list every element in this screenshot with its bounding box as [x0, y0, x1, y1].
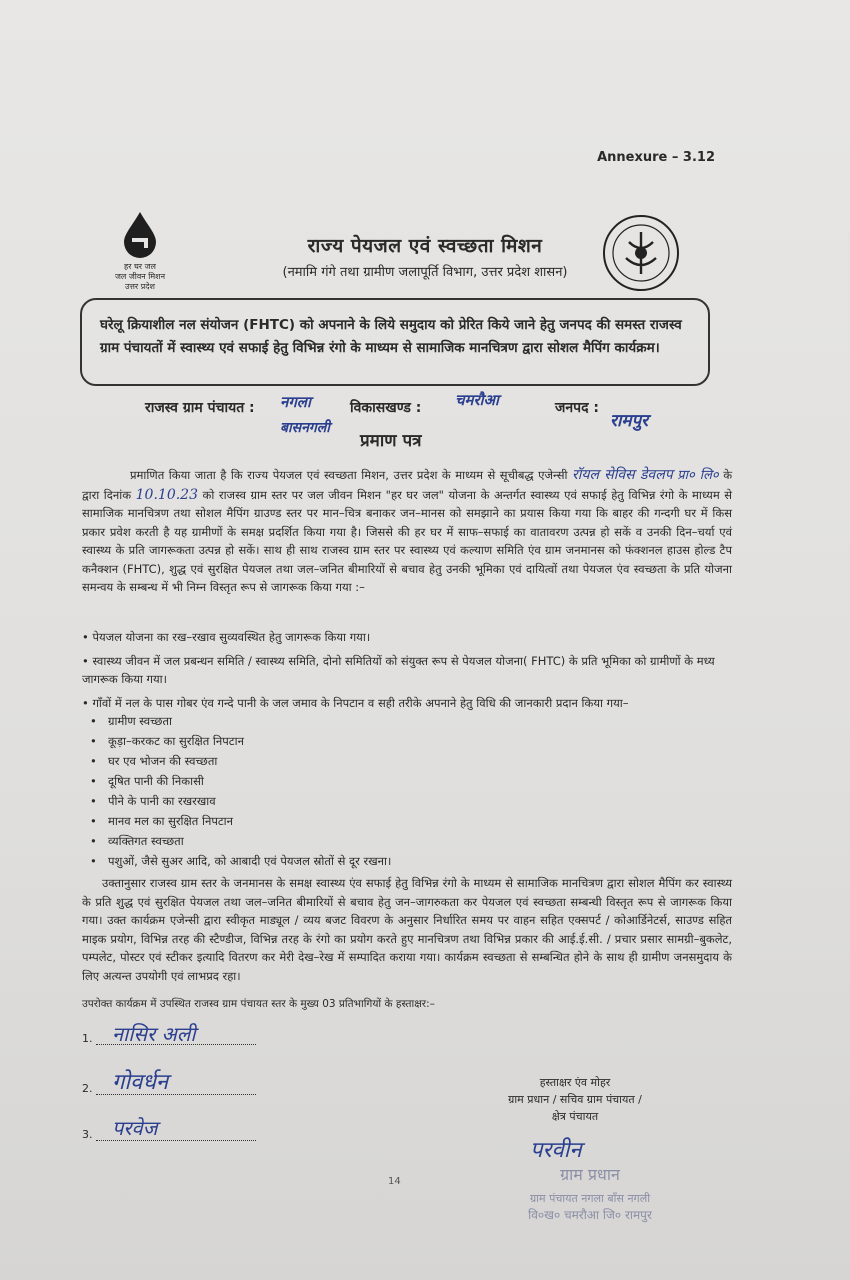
certificate-title: प्रमाण पत्र	[360, 431, 422, 451]
bullet-3: • गाँवों में नल के पास गोबर एंव गन्दे पानी के जल जमाव के निपटान व सही तरीके अपनाने हेतु विधि की जानकारी प्रदान किया गया–	[82, 696, 629, 710]
sub-bullet-7: • व्यक्तिगत स्वच्छता	[108, 834, 184, 849]
participant-1: 1. नासिर अली	[82, 1030, 256, 1045]
sub-bullet-6: • मानव मल का सुरक्षित निपटान	[108, 814, 233, 829]
header-subtitle: (नमामि गंगे तथा ग्रामीण जलापूर्ति विभाग, उत्तर प्रदेश शासन)	[282, 265, 568, 280]
sub-bullet-3: • घर एव भोजन की स्वच्छता	[108, 754, 217, 769]
gram-panchayat-value-line2: बासनगली	[280, 420, 330, 436]
bullet-1: • पेयजल योजना का रख–रखाव सुव्यवस्थित हेतु जागरूक किया गया।	[82, 630, 371, 644]
program-title-box: घरेलू क्रियाशील नल संयोजन (FHTC) को अपनाने के लिये समुदाय को प्रेरित किये जाने हेतु जनपद की समस्त राजस्व ग्राम पंचायतों में स्वास्थ्य एवं सफाई हेतु विभिन्न रंगो के माध्यम से सामाजिक मानचित्रण द्वारा सोशल मैपिंग कार्यक्रम।	[80, 298, 710, 386]
participant-2-signature: गोवर्धन	[112, 1070, 169, 1095]
program-date: 10.10.23	[135, 486, 198, 503]
stamp-line-3: वि०ख० चमरौआ जि० रामपुर	[528, 1208, 652, 1222]
bullet-2: • स्वास्थ्य जीवन में जल प्रबन्धन समिति / स्वास्थ्य समिति, दोनो समितियों को संयुक्त रूप से पेयजल योजना( FHTC) के प्रति भूमिका को ग्रामीणों के मध्य जागरूक किया गया।	[82, 654, 715, 686]
page-number: 14	[388, 1176, 401, 1187]
vikaskhand-label: विकासखण्ड :	[350, 400, 422, 416]
participant-1-signature: नासिर अली	[112, 1022, 196, 1046]
annexure-label: Annexure – 3.12	[597, 150, 715, 165]
janpad-value: रामपुर	[610, 411, 649, 431]
agency-suffix: प्रा० लि०	[677, 468, 719, 483]
signatory-line-2: ग्राम प्रधान / सचिव ग्राम पंचायत /	[508, 1093, 642, 1106]
sub-bullet-5: • पीने के पानी का रखरखाव	[108, 794, 216, 809]
pradhan-signature: परवीन	[530, 1138, 582, 1163]
participant-3: 3. परवेज	[82, 1126, 256, 1141]
participant-2: 2. गोवर्धन	[82, 1080, 256, 1095]
header-title: राज्य पेयजल एवं स्वच्छता मिशन	[307, 235, 543, 257]
stamp-title: ग्राम प्रधान	[560, 1165, 620, 1184]
vikaskhand-value: चमरौआ	[455, 391, 499, 409]
logo-caption-3: उत्तर प्रदेश	[125, 282, 155, 291]
p1-start: प्रमाणित किया जाता है कि राज्य पेयजल एवं स्वच्छता मिशन, उत्तर प्रदेश के माध्यम से सूचीबद्ध एजेन्सी	[130, 468, 568, 482]
signatory-line-3: क्षेत्र पंचायत	[551, 1110, 599, 1123]
sub-bullet-8: • पशुओं, जैसे सुअर आदि, को आबादी एवं पेयजल स्रोतों से दूर रखना।	[108, 854, 391, 869]
body-paragraph-1	[82, 466, 732, 597]
logo-caption-1: हर घर जल	[124, 262, 156, 271]
agency-name: रॉयल सेविस डेवलप	[572, 467, 673, 483]
participant-3-signature: परवेज	[112, 1116, 158, 1140]
logo-caption-2: जल जीवन मिशन	[114, 272, 166, 281]
participants-heading: उपरोक्त कार्यक्रम में उपस्थित राजस्व ग्राम पंचायत स्तर के मुख्य 03 प्रतिभागियों के हस्ताक्षर:–	[82, 998, 435, 1010]
stamp-line-2: ग्राम पंचायत नगला बाँस नगली	[529, 1192, 651, 1205]
sub-bullet-1: • ग्रामीण स्वच्छता	[108, 714, 172, 729]
p1-continuation: को राजस्व ग्राम स्तर पर जल जीवन मिशन "हर घर जल" योजना के अन्तर्गत स्वास्थ्य एवं सफाई हेतु विभिन्न रंगो के माध्यम से सामाजिक मानचित्रण तथा सोशल मैपिंग ग्राउण्ड स्तर पर मान–चित्र बनाकर जन–मानस को समझाने का प्रयास किया गया कि बाहर की गन्दगी घर में किस प्रकार प्रवेश करती है यह ग्रामीणों के समक्ष प्रदर्शित किया गया है। जिससे की हर घर में साफ–सफाई का वातावरण उत्पन्न हो सकें व उनकी दिन–चर्या एवं स्वास्थ्य के प्रति जागरूकता उत्पन्न हो सकें। साथ ही साथ राजस्व ग्राम स्तर पर स्वास्थ्य एवं कल्याण समिति एंव ग्राम जनमानस को फंक्शनल हाउस होल्ड टैप कनैक्शन (FHTC), शुद्ध एवं सुरक्षित पेयजल तथा जल–जनित बीमारियों से बचाव हेतु उनकी भूमिका एवं दायित्वों तथा पेयजल एंव स्वच्छता के प्रति योजना समन्वय के सम्बन्ध में भी निम्न विस्तृत रूप से जागरूक किया गया :–	[82, 487, 733, 594]
janpad-label: जनपद :	[555, 400, 600, 416]
p1-date-prefix: के द्वारा दिनांक	[82, 468, 733, 502]
sub-bullet-2: • कूड़ा–करकट का सुरक्षित निपटान	[108, 734, 244, 749]
signatory-line-1: हस्ताक्षर एंव मोहर	[539, 1076, 611, 1089]
gram-panchayat-label: राजस्व ग्राम पंचायत :	[145, 400, 255, 416]
signatory-block	[440, 1074, 710, 1125]
gram-panchayat-value: नगला	[280, 393, 311, 411]
sub-bullet-4: • दूषित पानी की निकासी	[108, 774, 204, 789]
body-paragraph-2: उक्तानुसार राजस्व ग्राम स्तर के जनमानस के समक्ष स्वास्थ्य एंव सफाई हेतु विभिन्न रंगो के माध्यम से सामाजिक मानचित्रण द्वारा सोशल मैपिंग कर स्वास्थ्य के प्रति शुद्ध एवं सुरक्षित पेयजल तथा जल–जनित बीमारियों से बचाव हेतु जन–जागरुकता कर पेयजल एवं स्वच्छता सम्बन्धी विस्तृत रूप से जागरूक किया गया। उक्त कार्यक्रम एजेन्सी द्वारा स्वीकृत माड्यूल / व्यय बजट विवरण के अनुसार निर्धारित समय पर वाहन सहित एक्सपर्ट / कोआर्डिनेटर्स, साउण्ड सहित माइक प्रयोग, विभिन्न तरह की स्टैण्डीज, विभिन्न तरह के रंगो का प्रयोग करते हुए मानचित्रण तथा विभिन्न प्रकार की आई.ई.सी. / प्रचार प्रसार सामग्री–बुकलेट, पम्पलेट, पोस्टर एवं स्टीकर इत्यादि वितरण कर मेरी देख–रेख में सम्पादित कराया गया। कार्यक्रम स्वच्छता से सम्बन्धित होने के साथ ही ग्रामीण जनसमुदाय के लिए अत्यन्त उपयोगी एवं लाभप्रद रहा।	[82, 876, 732, 983]
